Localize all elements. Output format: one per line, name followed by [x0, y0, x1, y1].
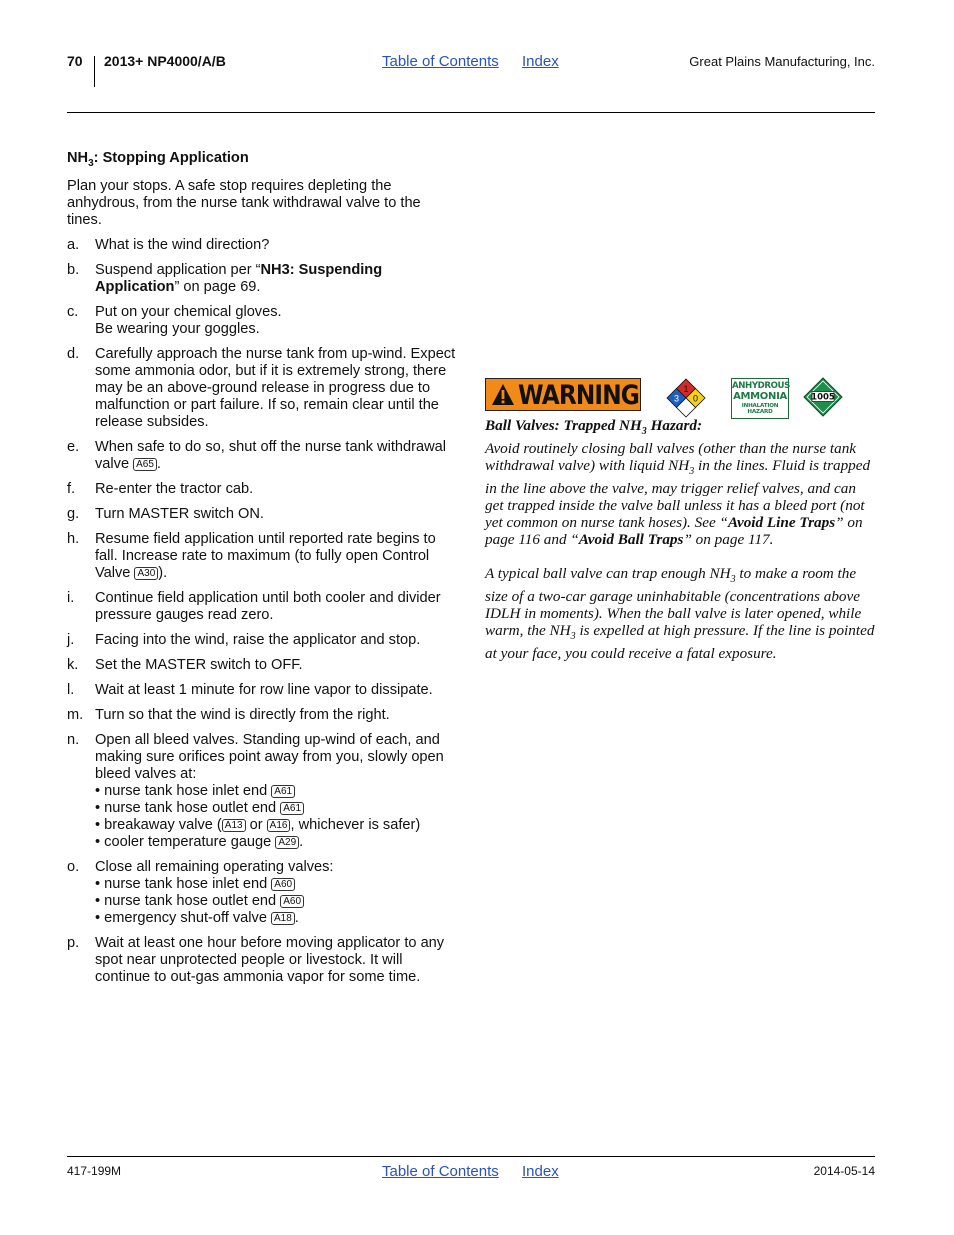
- bullet-item: • emergency shut-off valve A18 .: [95, 909, 299, 926]
- nfpa-reactivity: 0: [692, 393, 699, 404]
- step-f: f. Re-enter the tractor cab.: [67, 480, 254, 497]
- dot-placard-icon: [803, 377, 843, 417]
- ref-callout: A61: [271, 785, 295, 798]
- step-i: i. Continue field application until both cooler and divider pressure gauges read zero.: [67, 589, 441, 623]
- nfpa-diamond-icon: [666, 378, 706, 418]
- nfpa-health: 3: [673, 393, 680, 404]
- document-number: 417-199M: [67, 1164, 122, 1178]
- bullet-item: • nurse tank hose outlet end A60: [95, 893, 459, 910]
- step-d: d. Carefully approach the nurse tank from up-wind. Expect some ammonia odor, but if it is extremely strong, there may be an above-ground release in progress due to malfunction or part failure. If so, remain clear until the release subsides.: [67, 345, 456, 430]
- step-list: [67, 237, 459, 986]
- step-m: m. Turn so that the wind is directly from the right.: [67, 706, 390, 723]
- alert-triangle-icon: [491, 383, 515, 406]
- step-l: l. Wait at least 1 minute for row line vapor to dissipate.: [67, 681, 433, 698]
- bullet-item: • nurse tank hose inlet end A60: [95, 876, 459, 893]
- ref-callout: A16: [267, 819, 291, 832]
- warning-paragraph-1: Avoid routinely closing ball valves (other than the nurse tank withdrawal valve) with liquid $NH_3$ in the lines. Fluid is trapped in the line above the valve, may trigger relief valves, and can get trapped inside the valve ball unless it has a bleed port (not yet common on nurse tank hoses). See “Avoid Line Traps” on page 116 and “Avoid Ball Traps” on page 117.: [485, 440, 871, 549]
- ref-callout: A65: [133, 458, 157, 471]
- step-k: k. Set the MASTER switch to OFF.: [67, 656, 303, 673]
- model-title: 2013+ NP4000/A/B: [104, 53, 226, 69]
- ref-callout: A29: [275, 836, 299, 849]
- step-g: g. Turn MASTER switch ON.: [67, 505, 264, 522]
- step-p: p. Wait at least one hour before moving applicator to any spot near unprotected people or livestock. It will continue to out-gas ammonia vapor for some time.: [67, 934, 445, 985]
- ref-callout: A30: [134, 567, 158, 580]
- nfpa-flammability: 1: [683, 384, 689, 394]
- bullet-item: • nurse tank hose inlet end A61: [95, 783, 459, 800]
- bullet-item: • breakaway valve ( A13 or A16 , whichever is safer): [95, 816, 421, 833]
- main-column: [67, 150, 459, 994]
- warning-icon-row: [485, 378, 885, 414]
- step-n: n. Open all bleed valves. Standing up-wind of each, and making sure orifices point away from you, slowly open bleed valves at: • nurse tank hose inlet end A61 • nurse tank hose outlet end A61 • breakaway valve ( A13 or A16 , whichever is safer) • cooler temperature gauge A29 .: [67, 732, 459, 851]
- step-e: e. When safe to do so, shut off the nurse tank withdrawal valve A65 .: [67, 438, 446, 472]
- warning-text: [485, 417, 877, 662]
- footer-rule: [67, 1156, 875, 1157]
- warning-paragraph-2: A typical ball valve can trap enough $NH_3$ to make a room the size of a two-car garage uninhabitable (concentrations above IDLH in moments). When the ball valve is later opened, while warm, the $NH_3$ is expelled at high pressure. If the line is pointed at your face, you could receive a fatal exposure.: [485, 565, 875, 663]
- footer-toc-link[interactable]: Table of Contents: [382, 1163, 499, 1180]
- ref-callout: A61: [280, 802, 304, 815]
- ref-callout: A60: [271, 878, 295, 891]
- company-name: Great Plains Manufacturing, Inc.: [689, 54, 875, 69]
- header-rule: [67, 112, 875, 113]
- step-c: c. Put on your chemical gloves. Be wearing your goggles.: [67, 303, 282, 337]
- bullet-item: • cooler temperature gauge A29 .: [95, 833, 304, 850]
- warning-sign: WARNING: [485, 378, 641, 411]
- header-divider: [94, 56, 95, 87]
- revision-date: 2014-05-14: [813, 1164, 875, 1178]
- step-b: b. Suspend application per “NH3: Suspending Application” on page 69.: [67, 261, 383, 295]
- header-index-link[interactable]: Index: [522, 53, 559, 70]
- cross-reference-suspending: NH3: Suspending Application: [95, 261, 383, 295]
- ref-callout: A60: [280, 895, 304, 908]
- step-o: o. Close all remaining operating valves: • nurse tank hose inlet end A60 • nurse tank hose outlet end A60 • emergency shut-off valve A18 .: [67, 859, 459, 927]
- header-toc-link[interactable]: Table of Contents: [382, 53, 499, 70]
- step-a: a. What is the wind direction?: [67, 236, 270, 253]
- step-h: h. Resume field application until reported rate begins to fall. Increase rate to maximum (to fully open Control Valve A30 ).: [67, 530, 436, 581]
- anhydrous-ammonia-label: ANHYDROUS AMMONIA INHALATION HAZARD: [731, 378, 789, 419]
- warning-title: Ball Valves: Trapped $NH_3$ Hazard:: [485, 417, 703, 438]
- bullet-item: • nurse tank hose outlet end A61: [95, 800, 459, 817]
- ref-callout: A13: [222, 819, 246, 832]
- section-title: $NH_3$: Stopping Application: [67, 150, 249, 169]
- footer-index-link[interactable]: Index: [522, 1163, 559, 1180]
- placard-number: 1005: [811, 392, 835, 403]
- step-j: j. Facing into the wind, raise the applicator and stop.: [67, 631, 421, 648]
- ref-callout: A18: [271, 912, 295, 925]
- page-number: 70: [67, 53, 83, 69]
- section-intro: Plan your stops. A safe stop requires depleting the anhydrous, from the nurse tank withdrawal valve to the tines.: [67, 177, 421, 228]
